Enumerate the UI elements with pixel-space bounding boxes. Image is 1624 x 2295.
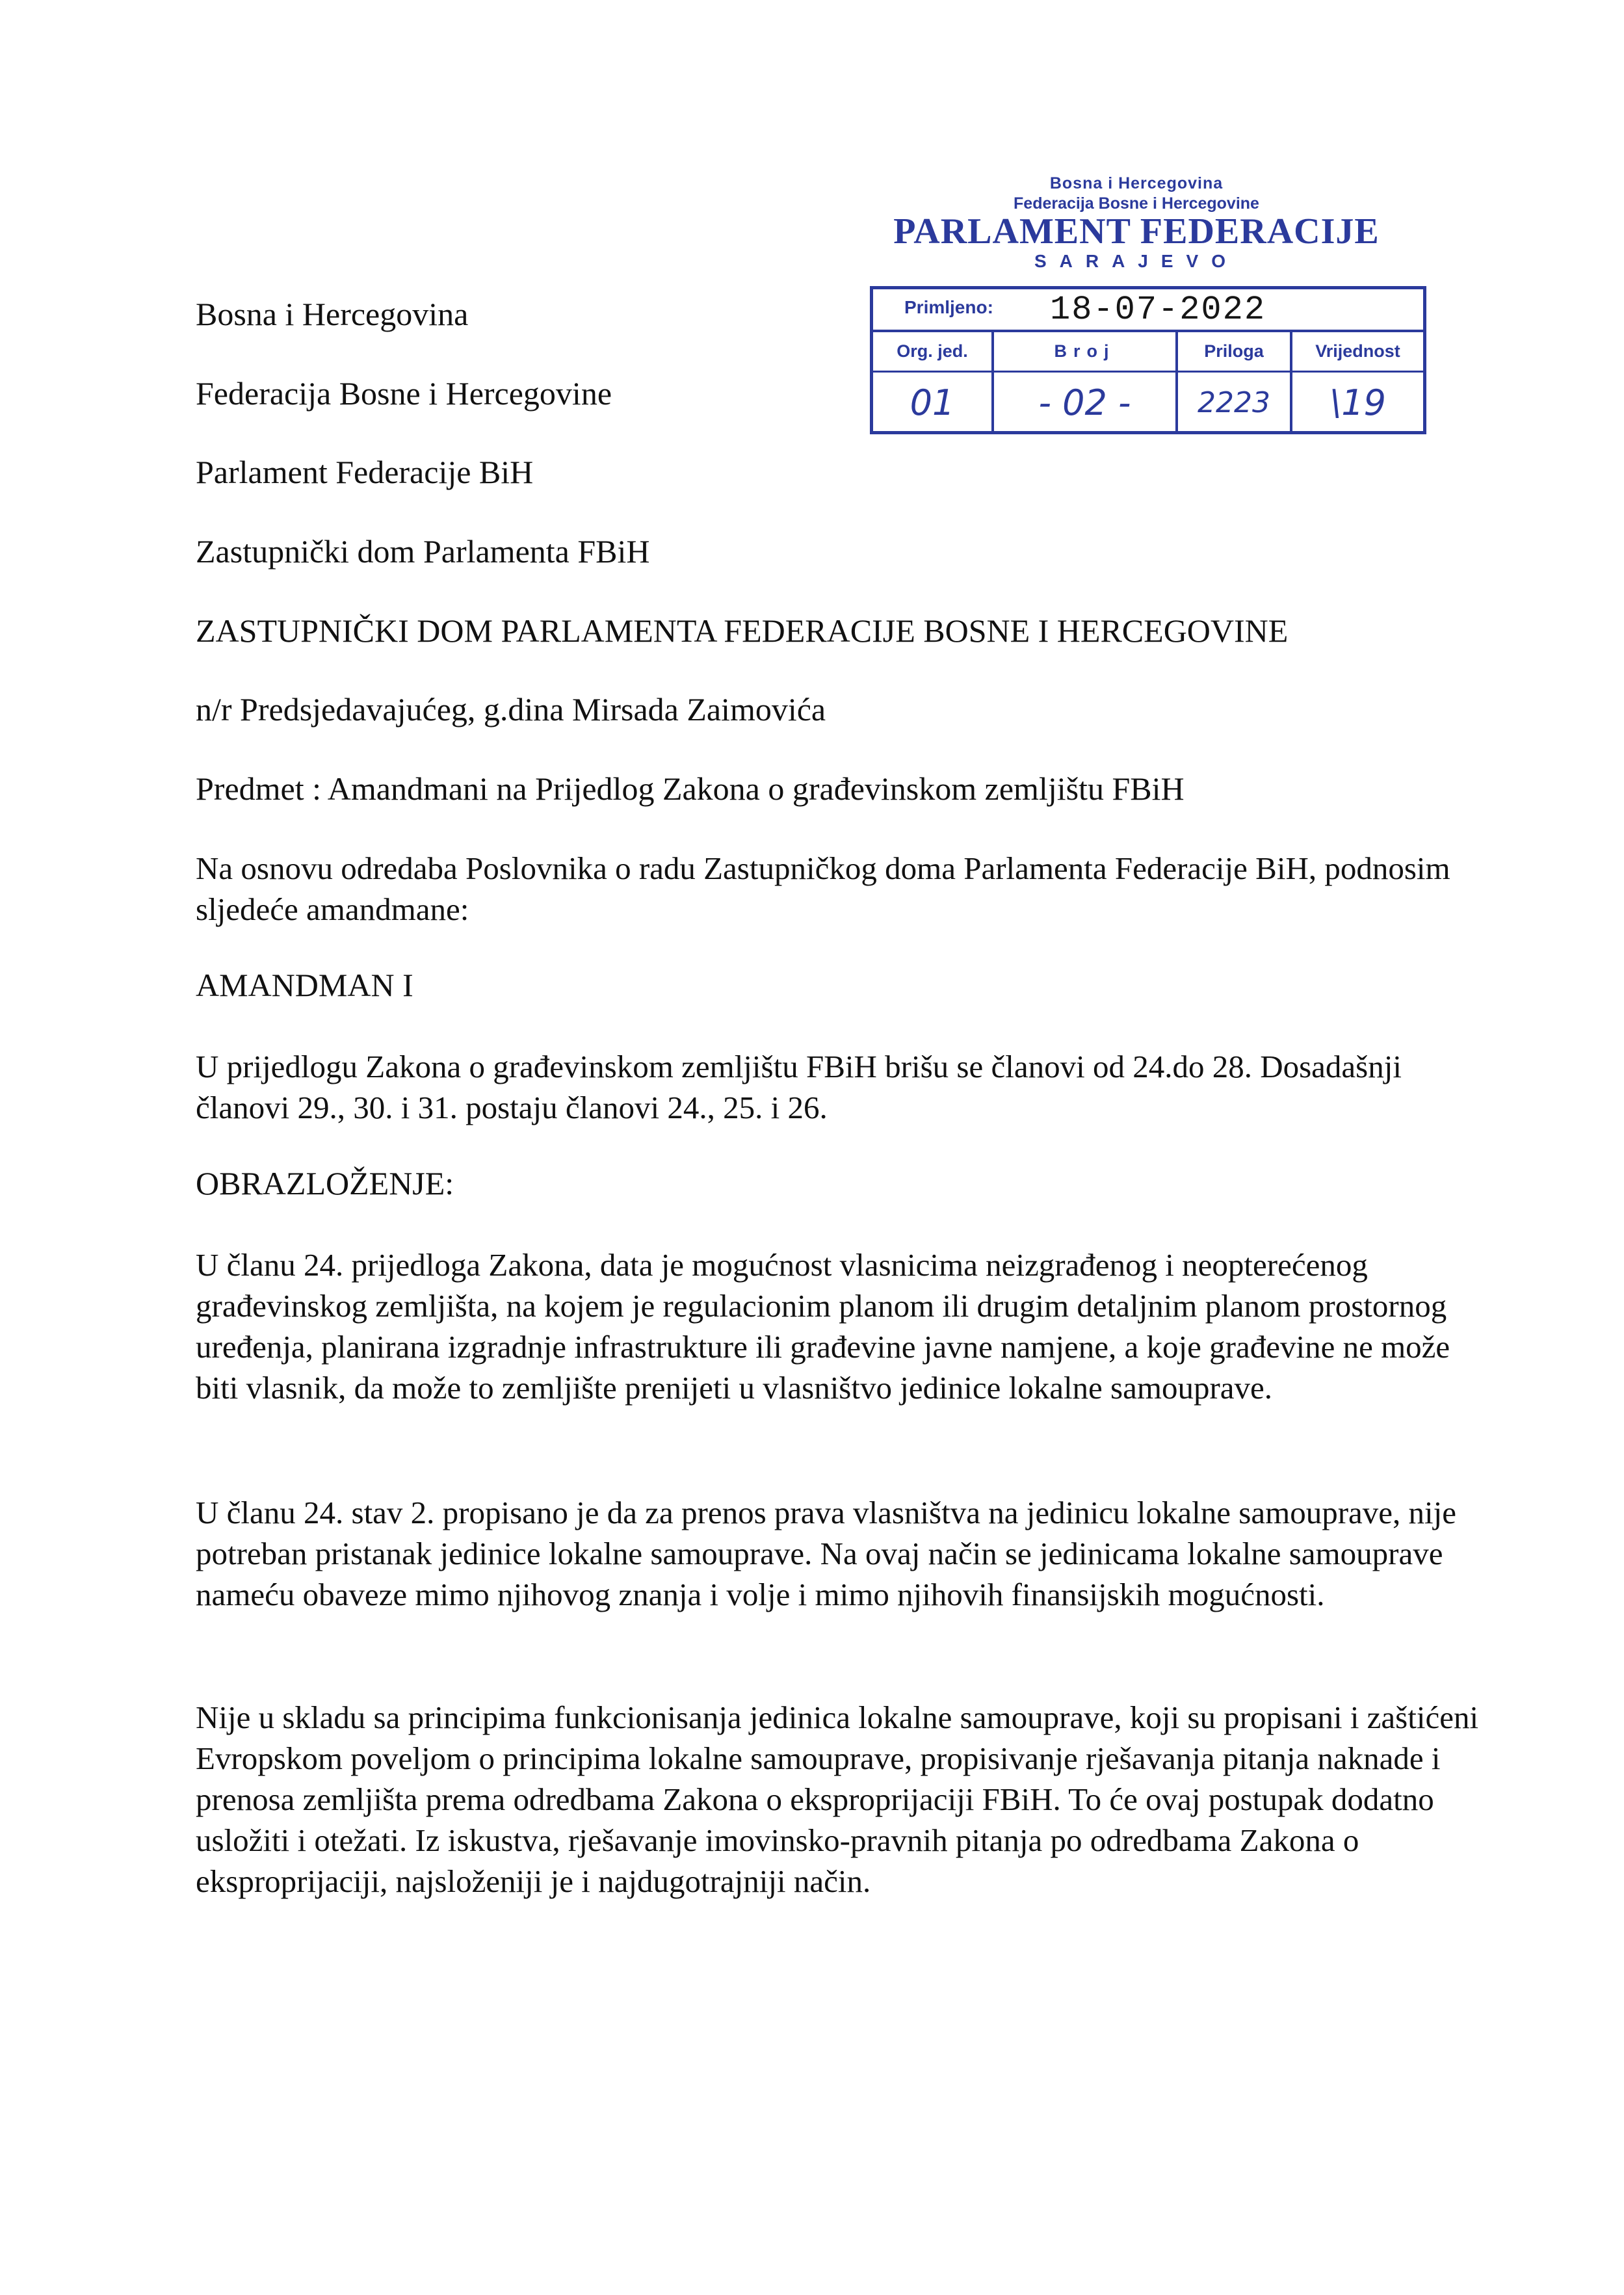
attention-line: n/r Predsjedavajućeg, g.dina Mirsada Zaimovića [196,691,826,728]
stamp-received-row [873,289,1423,332]
explanation-paragraph-3: Nije u skladu sa principima funkcionisanja jedinica lokalne samouprave, koji su propisani i zaštićeni Evropskom poveljom o principima lokalne samouprave, propisivanje rješavanja pitanja naknade i prenosa zemljišta prema odredbama Zakona o eksproprijaciji FBiH. To će ovaj postupak dodatno usložiti i otežati. Iz iskustva, rješavanje imovinsko-pravnih pitanja po odredbama Zakona o eksproprijaciji, najsloženiji je i najdugotrajniji način. [196,1699,1479,1899]
stamp-header-row [873,332,1423,373]
stamp-city: SARAJEVO [1034,251,1239,271]
intro-paragraph: Na osnovu odredaba Poslovnika o radu Zastupničkog doma Parlamenta Federacije BiH, podnosim sljedeće amandmane: [196,850,1450,927]
explanation-title: OBRAZLOŽENJE: [196,1165,454,1201]
receipt-stamp [870,174,1429,423]
stamp-value-priloga-cell [1175,373,1290,432]
address-line-federation: Federacija Bosne i Hercegovine [196,375,612,412]
stamp-institution: PARLAMENT FEDERACIJE [893,211,1380,252]
explanation-paragraph-1: U članu 24. prijedloga Zakona, data je mogućnost vlasnicima neizgrađenog i neopterećenog građevinskog zemljišta, na kojem je regulacionim planom ili drugim detaljnim planom prostornog uređenja, planirana izgradnje infrastrukture ili građevine javne namjene, a koje građevine ne može biti vlasnik, da može to zemljište prenijeti u vlasništvo jedinice lokalne samouprave. [196,1247,1450,1406]
stamp-received-label: Primljeno: [904,297,993,317]
stamp-value-broj: - 02 - [1038,382,1131,423]
explanation-paragraph-2: U članu 24. stav 2. propisano je da za prenos prava vlasništva na jedinicu lokalne samouprave, nije potreban pristanak jedinice lokalne samouprave. Na ovaj način se jedinicama lokalne samouprave nameću obaveze mimo njihovog znanja i volje i mimo njihovih finansijskih mogućnosti. [196,1495,1456,1612]
stamp-register-box [870,286,1426,434]
stamp-value-broj-cell [991,373,1175,432]
stamp-value-org-cell [873,373,991,432]
stamp-col-vrijednost: Vrijednost [1290,332,1423,371]
subject-line: Predmet : Amandmani na Prijedlog Zakona o građevinskom zemljištu FBiH [196,770,1185,807]
stamp-col-broj: Broj [991,332,1175,371]
stamp-received-date: 18-07-2022 [1050,291,1266,329]
address-line-house: Zastupnički dom Parlamenta FBiH [196,533,650,570]
stamp-col-priloga: Priloga [1175,332,1290,371]
stamp-federation: Federacija Bosne i Hercegovine [1014,194,1259,213]
stamp-value-org: 01 [910,382,955,423]
stamp-value-vrijednost-cell [1290,373,1423,432]
address-line-country: Bosna i Hercegovina [196,296,469,332]
stamp-value-row [873,373,1423,432]
stamp-value-priloga: 2223 [1198,386,1270,419]
amendment-text: U prijedlogu Zakona o građevinskom zemljištu FBiH brišu se članovi od 24.do 28. Dosadašnji članovi 29., 30. i 31. postaju članovi 24., 25. i 26. [196,1049,1402,1125]
recipient-line: ZASTUPNIČKI DOM PARLAMENTA FEDERACIJE BOSNE I HERCEGOVINE [196,612,1289,649]
stamp-col-org: Org. jed. [897,341,968,361]
stamp-value-vrijednost: \19 [1329,382,1386,423]
stamp-country: Bosna i Hercegovina [1049,174,1224,192]
amendment-title: AMANDMAN I [196,967,413,1003]
address-line-parliament: Parlament Federacije BiH [196,454,534,490]
